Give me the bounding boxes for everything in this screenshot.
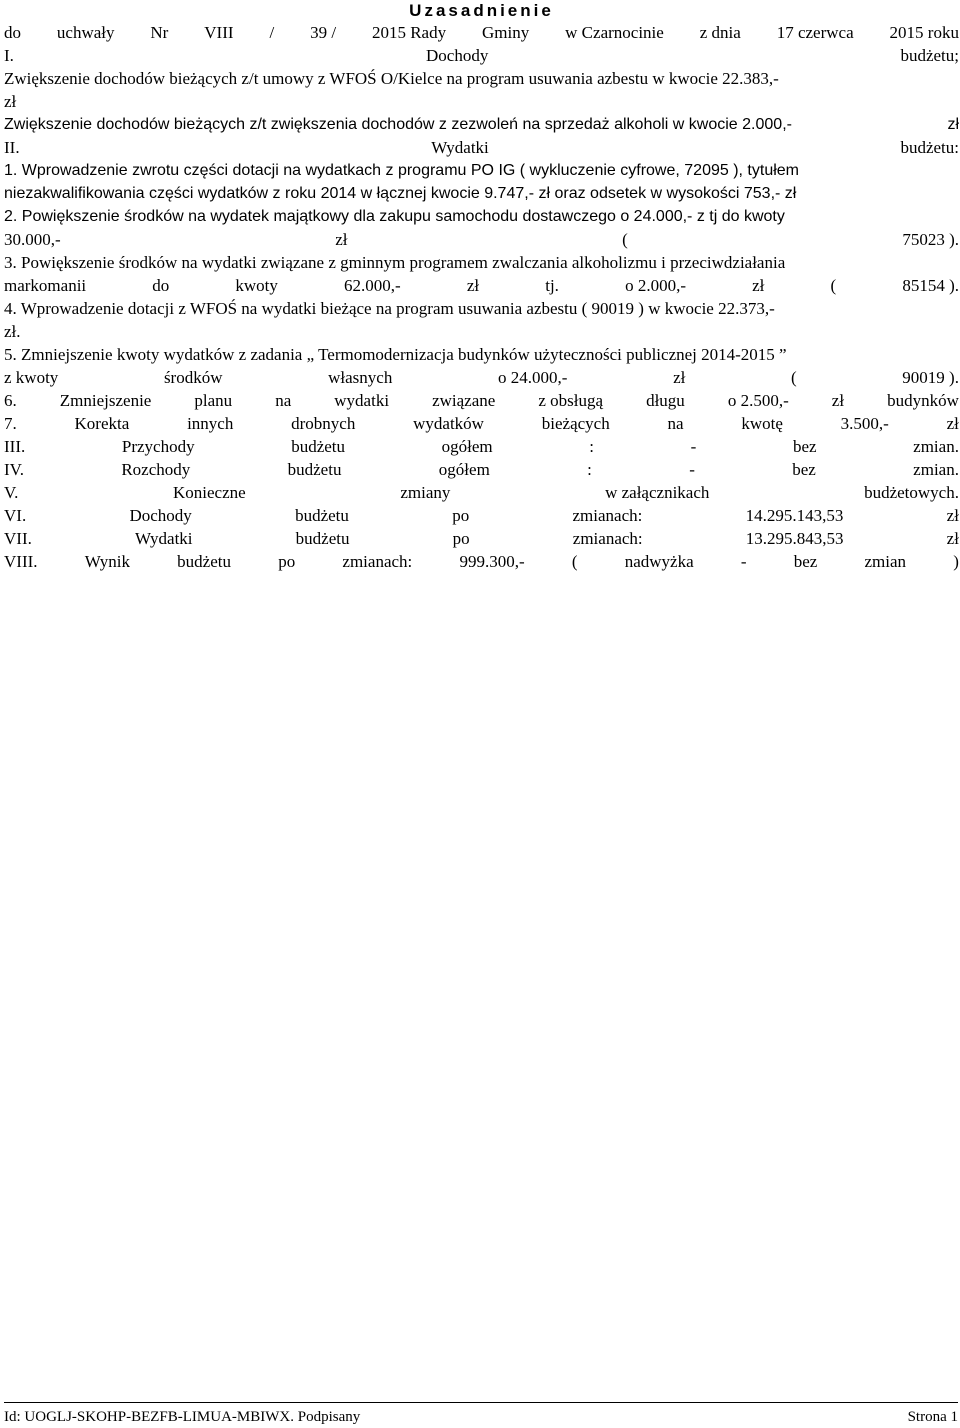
line-word: budżetowych. [864,483,959,502]
line-word: zmianach: [342,552,413,571]
line-word: 39 / [310,23,337,42]
line-word: VI. [4,506,27,525]
line-word: 2. Powiększenie środków na wydatek majątkowy dla zakupu samochodu dostawczego o 24.000,- z tj do kwoty [4,208,785,225]
line-word: - [689,460,695,479]
line-word: ( [622,230,628,249]
line-word: ogółem [441,437,493,456]
line-word: ( [790,368,797,387]
line-word: w Czarnocinie [565,23,664,42]
page-number: Strona 1 [907,1409,958,1425]
text-line-resolution-header [4,21,959,44]
line-word: bez [793,552,818,571]
line-word: drobnych [291,414,356,433]
line-word: ) [953,552,959,571]
line-word: bez [792,437,817,456]
line-word: zmiany [400,483,451,502]
text-line-expense-6 [4,389,959,412]
text-line-section-income-header [4,44,959,67]
line-word: 999.300,- [459,552,525,571]
line-word: zmian. [913,437,959,456]
line-word: 3. Powiększenie środków na wydatki związane z gminnym programem zwalczania alkoholizmu i przeciwdziałania [4,253,786,272]
line-word: budżetu [287,460,342,479]
line-word: budżetu [177,552,231,571]
text-line-income-alcohol [4,113,959,136]
line-word: VIII. [4,552,38,571]
line-word: zł [946,414,959,433]
line-word: na [275,391,292,410]
text-line-expense-5-b [4,366,959,389]
text-line-expense-7 [4,412,959,435]
line-word: 90019 ). [902,368,959,387]
page-footer [4,1406,958,1428]
line-word: bez [792,460,816,479]
line-word: po [452,506,470,525]
line-word: związane [432,391,496,410]
line-word: Zmniejszenie [59,391,152,410]
line-word: wydatków [413,414,484,433]
line-word: zmian [864,552,907,571]
text-line-expense-3-a [4,251,959,274]
line-word: po [278,552,296,571]
line-word: z obsługą [538,391,604,410]
footer-divider [4,1402,958,1403]
line-word: zmianach: [572,529,643,548]
line-word: 75023 ). [902,230,959,249]
line-word: zł [946,529,959,548]
text-line-section-expenses-after [4,527,959,550]
line-word: Korekta [74,414,130,433]
line-word: Nr [150,23,169,42]
line-word: ogółem [438,460,490,479]
text-line-expense-2-b [4,228,959,251]
line-word: Wydatki [431,138,489,157]
document-id: Id: UOGLJ-SKOHP-BEZFB-LIMUA-MBIWX. Podpisany [4,1409,361,1425]
line-word: po [452,529,470,548]
line-word: markomanii [4,276,87,295]
line-word: 2015 roku [889,23,959,42]
line-word: innych [187,414,234,433]
text-line-expense-1-b: niezakwalifikowania części wydatków z roku 2014 w łącznej kwocie 9.747,- zł oraz odsetek w wysokości 753,- zł [4,185,797,202]
line-word: zł [947,116,959,133]
line-word: Wynik [84,552,130,571]
line-word: o 24.000,- [498,368,568,387]
line-word: ( [830,276,837,295]
line-word: zł [466,276,480,295]
line-word: 13.295.843,53 [745,529,844,548]
document-lines [4,21,959,573]
line-word: zł [673,368,686,387]
text-line-expense-3-b [4,274,959,297]
text-line-expense-4-b: zł. [4,322,21,341]
text-line-section-expenses-header [4,136,959,159]
text-line-income-asbestos-unit: zł [4,92,17,111]
line-word: zł [946,506,959,525]
line-word: do [4,23,21,42]
line-word: V. [4,483,19,502]
line-word: uchwały [56,23,115,42]
line-word: nadwyżka [624,552,694,571]
line-word: 62.000,- [344,276,401,295]
line-word: w załącznikach [605,483,710,502]
line-word: tj. [545,276,559,295]
text-line-expense-2-a [4,205,959,228]
line-word: zł [335,230,348,249]
text-line-section-result-after [4,550,959,573]
line-word: 30.000,- [4,230,61,249]
line-word: Konieczne [173,483,246,502]
line-word: budżetu: [900,138,959,157]
line-word: na [667,414,684,433]
line-word: / [269,23,275,42]
line-word: I. [4,46,14,65]
text-line-section-disbursements [4,458,959,481]
line-word: 3.500,- [840,414,889,433]
line-word: - [690,437,697,456]
line-word: zmian. [913,460,959,479]
text-line-expense-4-a: 4. Wprowadzenie dotacji z WFOŚ na wydatki bieżące na program usuwania azbestu ( 90019 ) w kwocie 22.373,- [4,299,775,318]
line-word: Gminy [482,23,530,42]
line-word: budżetu [295,529,350,548]
line-word: : [587,460,592,479]
line-word: o 2.500,- [727,391,789,410]
line-word: ( [571,552,578,571]
line-word: IV. [4,460,24,479]
line-word: 2015 Rady [371,23,447,42]
line-word: zł [831,391,845,410]
line-word: Wydatki [135,529,193,548]
text-line-income-asbestos: Zwiększenie dochodów bieżących z/t umowy z WFOŚ O/Kielce na program usuwania azbestu w kwocie 22.383,- [4,69,779,88]
text-line-section-revenue [4,435,959,458]
line-word: Dochody [129,506,192,525]
line-word: 14.295.143,53 [745,506,844,525]
line-word: : [589,437,595,456]
line-word: z kwoty [4,368,59,387]
line-word: 6. [4,391,17,410]
line-word: 17 czerwca [776,23,854,42]
line-word: II. [4,138,20,157]
line-word: budżetu; [900,46,959,65]
document-title: Uzasadnienie [409,1,554,20]
line-word: budżetu [291,437,346,456]
line-word: środków [163,368,223,387]
text-line-expense-1-a [4,159,959,182]
text-line-section-annex-changes [4,481,959,504]
line-word: Przychody [121,437,195,456]
line-word: bieżących [541,414,610,433]
line-word: 7. [4,414,17,433]
line-word: do [152,276,170,295]
line-word: wydatki [334,391,390,410]
line-word: VIII [204,23,234,42]
line-word: o 2.000,- [625,276,686,295]
line-word: kwoty [235,276,278,295]
text-line-expense-5-a: 5. Zmniejszenie kwoty wydatków z zadania „ Termomodernizacja budynków użyteczności publicznej 2014-2015 ” [4,345,787,364]
line-word: zmianach: [572,506,643,525]
line-word: III. [4,437,26,456]
line-word: - [740,552,747,571]
line-word: VII. [4,529,32,548]
line-word: zł [752,276,765,295]
line-word: Zwiększenie dochodów bieżących z/t zwiększenia dochodów z zezwoleń na sprzedaż alkoholi w kwocie 2.000,- [4,116,792,133]
line-word: budynków [887,391,959,410]
text-line-section-income-after [4,504,959,527]
line-word: długu [646,391,685,410]
line-word: budżetu [295,506,349,525]
line-word: kwotę [741,414,783,433]
line-word: Dochody [426,46,489,65]
line-word: 85154 ). [902,276,959,295]
line-word: 1. Wprowadzenie zwrotu części dotacji na wydatkach z programu PO IG ( wykluczenie cyfrowe, 72095 ), tytułem [4,162,799,179]
document-body [4,0,959,573]
line-word: Rozchody [121,460,191,479]
line-word: z dnia [699,23,741,42]
line-word: własnych [328,368,393,387]
line-word: planu [194,391,233,410]
